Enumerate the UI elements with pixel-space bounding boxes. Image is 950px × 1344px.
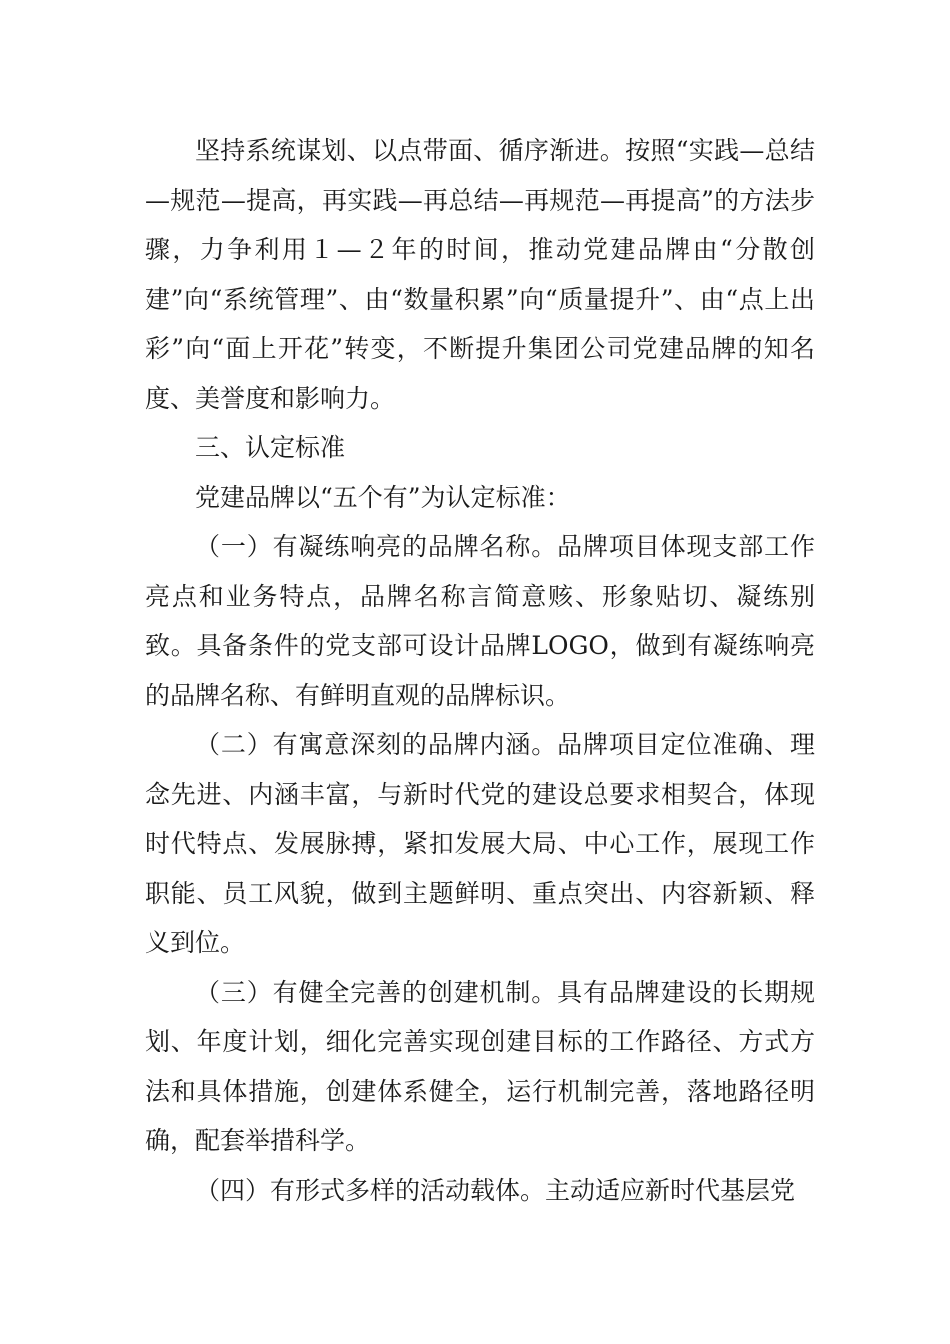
paragraph-systematic-planning: 坚持系统谋划、以点带面、循序渐进。按照“实践—总结—规范—提高，再实践—再总结—再规范—再提高”的方法步骤，力争利用１—２年的时间，推动党建品牌由“分散创建”向“系统管理”、由“数量积累”向“质量提升”、由“点上出彩”向“面上开花”转变，不断提升集团公司党建品牌的知名度、美誉度和影响力。: [145, 136, 815, 413]
paragraph-standard-4-activity-carriers: （四）有形式多样的活动载体。主动适应新时代基层党: [195, 1175, 796, 1205]
paragraph-standard-3-creation-mechanism: （三）有健全完善的创建机制。具有品牌建设的长期规划、年度计划，细化完善实现创建目标的工作路径、方式方法和具体措施，创建体系健全，运行机制完善，落地路径明确，配套举措科学。: [145, 977, 815, 1155]
paragraph-standard-1-brand-name: （一）有凝练响亮的品牌名称。品牌项目体现支部工作亮点和业务特点，品牌名称言简意赅、形象贴切、凝练别致。具备条件的党支部可设计品牌LOGO，做到有凝练响亮的品牌名称、有鲜明直观的品牌标识。: [145, 532, 815, 710]
paragraph-standard-2-brand-connotation: （二）有寓意深刻的品牌内涵。品牌项目定位准确、理念先进、内涵丰富，与新时代党的建设总要求相契合，体现时代特点、发展脉搏，紧扣发展大局、中心工作，展现工作职能、员工风貌，做到主题鲜明、重点突出、内容新颖、释义到位。: [145, 730, 815, 957]
document-body: [145, 126, 815, 1215]
paragraph-five-haves-intro: 党建品牌以“五个有”为认定标准：: [195, 482, 571, 512]
section-heading-certification-standards: 三、认定标准: [195, 433, 346, 462]
